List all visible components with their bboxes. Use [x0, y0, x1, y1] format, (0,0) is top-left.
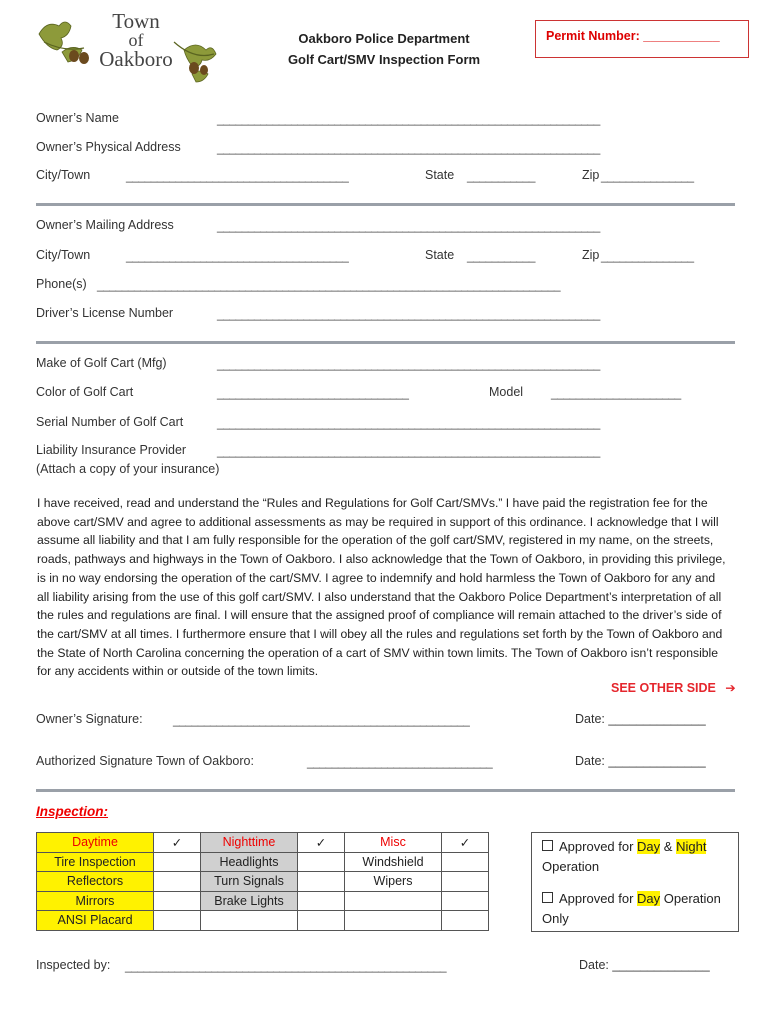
approve-text: Approved for [559, 891, 638, 906]
color-field[interactable]: _______________________________ [217, 386, 409, 400]
check-cell[interactable] [154, 852, 201, 872]
approve-day-only[interactable] [542, 889, 737, 929]
check-cell[interactable] [298, 872, 345, 892]
permit-number-label: Permit Number: ___________ [546, 29, 720, 43]
make-field[interactable]: ______________________________________________________________ [217, 357, 600, 371]
approve-day-night[interactable] [542, 837, 737, 877]
phones-field[interactable]: ___________________________________________________________________________ [97, 278, 561, 292]
approval-box [531, 832, 739, 932]
day-highlight: Day [637, 891, 661, 906]
inspected-by-field[interactable]: ____________________________________________________ [125, 959, 447, 973]
check-cell[interactable] [154, 872, 201, 892]
checkbox-icon[interactable] [542, 840, 553, 851]
check-cell[interactable] [442, 891, 489, 911]
check-cell[interactable] [154, 891, 201, 911]
color-label: Color of Golf Cart [36, 385, 134, 399]
inspected-by-label: Inspected by: [36, 958, 111, 972]
serial-label: Serial Number of Golf Cart [36, 415, 184, 429]
check-cell[interactable] [298, 911, 345, 931]
insurance-label: Liability Insurance Provider [36, 443, 187, 457]
zip-label: Zip [582, 168, 600, 182]
physical-address-label: Owner’s Physical Address [36, 140, 181, 154]
daytime-header: Daytime [37, 833, 154, 853]
night-highlight: Night [676, 839, 707, 854]
logo-line-1: Town [112, 9, 160, 33]
city-label: City/Town [36, 168, 91, 182]
check-cell[interactable] [442, 872, 489, 892]
insurance-note: (Attach a copy of your insurance) [36, 462, 220, 476]
department-title: Oakboro Police Department [298, 31, 470, 46]
owner-signature-label: Owner’s Signature: [36, 712, 143, 726]
nighttime-item [201, 911, 298, 931]
approve-text: Operation [542, 859, 600, 874]
misc-item [345, 911, 442, 931]
misc-check-header: ✓ [442, 833, 489, 853]
day-highlight: Day [637, 839, 661, 854]
mailing-state-label: State [425, 248, 455, 262]
see-other-side [611, 680, 736, 695]
misc-item: Windshield [345, 852, 442, 872]
see-other-side-label: SEE OTHER SIDE [611, 681, 716, 695]
insurance-field[interactable]: ______________________________________________________________ [217, 444, 600, 458]
agreement-text: I have received, read and understand the “Rules and Regulations for Golf Cart/SMVs.” I have paid the registration fee for the above cart/SMV and agree to additional assessments as may be required in support of this ordinance. I acknowledge that I will assume all liability and that I am fully responsible for the operation of the golf cart/SMV, registered in my name, on the streets, roads, pathways and highways in the Town of Oakboro. I also acknowledge that the Town of Oakboro, in providing this privilege, is in no way endorsing the operation of the cart/SMV. I agree to indemnify and hold harmless the Town of Oakboro for any and all liability arising from the use of this golf cart/SMV. I also understand that the Oakboro Police Department’s interpretation of all the rules and regulations are final. I will ensure that the assigned proof of compliance will remain attached to the driver’s side of the cart/SMV at all times. I furthermore ensure that I will obey all the rules and regulations set forth by the Town of Oakboro and the State of North Carolina concerning the operation of a cart of SMV within town limits. The Town of Oakboro isn’t responsible for any accidents within or outside of the town limits. [37, 496, 726, 679]
misc-item [345, 891, 442, 911]
nighttime-item: Turn Signals [201, 872, 298, 892]
nighttime-check-header: ✓ [298, 833, 345, 853]
authorized-date-field[interactable]: Date: ______________ [575, 754, 706, 768]
inspection-checklist [36, 832, 489, 931]
logo-line-3: Oakboro [99, 47, 173, 71]
section-divider [36, 789, 735, 792]
make-label: Make of Golf Cart (Mfg) [36, 356, 167, 370]
daytime-item: Mirrors [37, 891, 154, 911]
check-cell[interactable] [154, 911, 201, 931]
checkbox-icon[interactable] [542, 892, 553, 903]
mailing-city-label: City/Town [36, 248, 91, 262]
nighttime-item: Headlights [201, 852, 298, 872]
inspection-date-field[interactable]: Date: ______________ [579, 958, 710, 972]
daytime-item: Tire Inspection [37, 852, 154, 872]
misc-header: Misc [345, 833, 442, 853]
mailing-zip-label: Zip [582, 248, 600, 262]
permit-number-box[interactable] [535, 20, 749, 58]
logo-line-2: of [128, 30, 144, 50]
form-title: Golf Cart/SMV Inspection Form [287, 52, 481, 67]
nighttime-item: Brake Lights [201, 891, 298, 911]
daytime-check-header: ✓ [154, 833, 201, 853]
license-label: Driver’s License Number [36, 306, 174, 320]
check-cell[interactable] [298, 891, 345, 911]
check-cell[interactable] [442, 852, 489, 872]
mailing-city-field[interactable]: ____________________________________ [126, 249, 349, 263]
mailing-zip-field[interactable]: _______________ [601, 249, 694, 263]
serial-field[interactable]: ______________________________________________________________ [217, 416, 600, 430]
daytime-item: ANSI Placard [37, 911, 154, 931]
license-field[interactable]: ______________________________________________________________ [217, 307, 600, 321]
approve-text: & [660, 839, 677, 854]
model-label: Model [489, 385, 524, 399]
section-divider [36, 341, 735, 344]
mailing-state-field[interactable]: ___________ [467, 249, 535, 263]
authorized-signature-field[interactable]: ______________________________ [307, 755, 493, 769]
zip-field[interactable]: _______________ [601, 169, 694, 183]
daytime-item: Reflectors [37, 872, 154, 892]
check-cell[interactable] [298, 852, 345, 872]
owner-date-field[interactable]: Date: ______________ [575, 712, 706, 726]
authorized-signature-label: Authorized Signature Town of Oakboro: [36, 754, 254, 768]
misc-item: Wipers [345, 872, 442, 892]
arrow-right-icon: ➔ [725, 681, 736, 695]
owner-signature-field[interactable]: ________________________________________________ [173, 713, 470, 727]
mailing-address-field[interactable]: ______________________________________________________________ [217, 219, 600, 233]
state-label: State [425, 168, 455, 182]
town-logo [34, 9, 224, 88]
mailing-address-label: Owner’s Mailing Address [36, 218, 174, 232]
physical-address-field[interactable]: ______________________________________________________________ [217, 141, 600, 155]
approve-text: Operation Only [542, 891, 721, 926]
inspection-title: Inspection: [36, 804, 109, 819]
nighttime-header: Nighttime [201, 833, 298, 853]
phones-label: Phone(s) [36, 277, 87, 291]
owners-name-field[interactable]: ______________________________________________________________ [217, 112, 600, 126]
city-field[interactable]: ____________________________________ [126, 169, 349, 183]
owners-name-label: Owner’s Name [36, 111, 119, 125]
state-field[interactable]: ___________ [467, 169, 535, 183]
section-divider [36, 203, 735, 206]
model-field[interactable]: _____________________ [551, 386, 681, 400]
check-cell[interactable] [442, 911, 489, 931]
approve-text: Approved for [559, 839, 638, 854]
